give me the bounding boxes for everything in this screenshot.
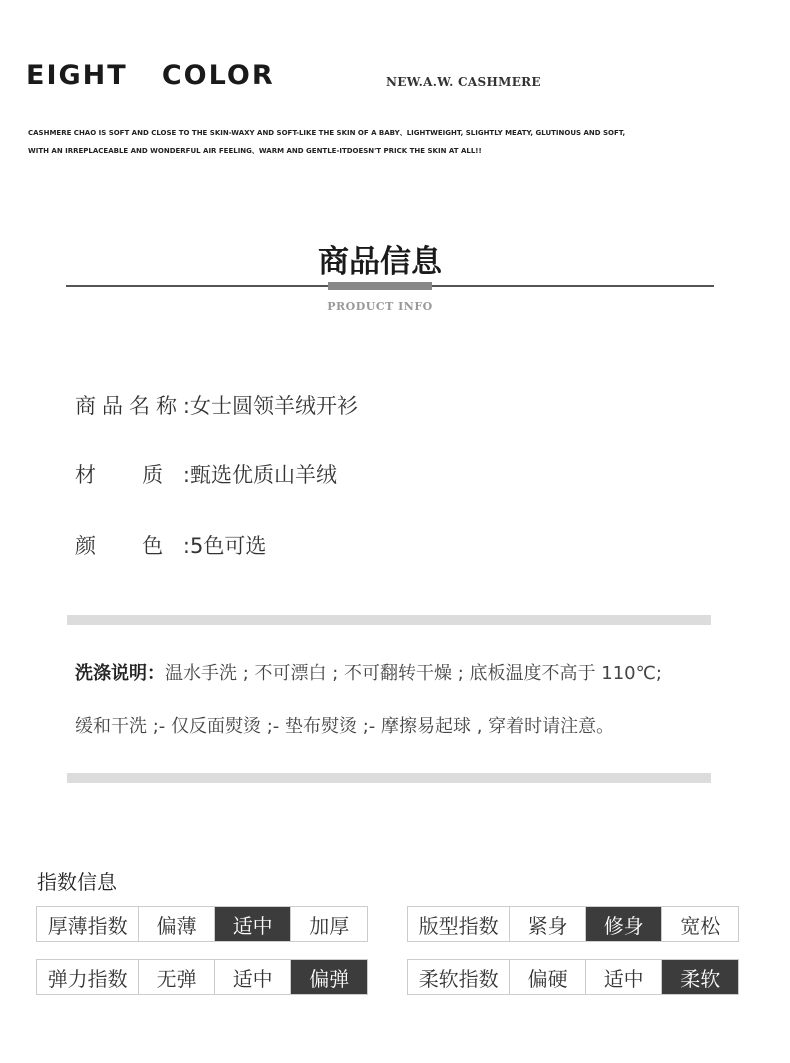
color-value: 5色可选 [190,534,267,558]
fit-index-label: 版型指数 [418,913,499,938]
softness-index-label: 柔软指数 [418,966,499,991]
section-subtitle: PRODUCT INFO [327,300,433,313]
material-label: 材 质: [75,463,190,487]
elasticity-option: 适中 [214,960,291,994]
softness-option: 柔软 [661,960,738,994]
elasticity-option: 无弹 [138,960,214,994]
fit-option: 宽松 [661,907,738,941]
thickness-option: 偏薄 [138,907,214,941]
thickness-index-label: 厚薄指数 [47,913,128,938]
softness-index-table [407,959,739,995]
elasticity-index-label: 弹力指数 [47,966,128,991]
tagline-line-2: WITH AN IRREPLACEABLE AND WONDERFUL AIR FEELING、WARM AND GENTLE-ITDOESN'T PRICK THE SKIN AT ALL!! [28,147,482,155]
product-name-label: 商品名称: [75,394,190,418]
softness-option: 适中 [585,960,662,994]
section-title: 商品信息 [318,244,442,280]
tagline-line-1: CASHMERE CHAO IS SOFT AND CLOSE TO THE SKIN-WAXY AND SOFT-LIKE THE SKIN OF A BABY、LIGHTWEIGHT, SLIGHTLY MEATY, GLUTINOUS AND SOFT, [28,129,626,137]
product-name-value: 女士圆领羊绒开衫 [190,394,358,418]
fit-option: 修身 [585,907,662,941]
brand-name: EIGHT COLOR [26,60,275,91]
softness-option: 偏硬 [509,960,585,994]
product-name-row [75,390,358,420]
fit-index-table [407,906,739,942]
sub-brand: NEW.A.W. CASHMERE [386,75,541,89]
elasticity-option: 偏弹 [290,960,367,994]
fit-option: 紧身 [509,907,585,941]
divider-bar-bottom [67,773,711,783]
washing-instructions-line-2: 缓和干洗 ;- 仅反面熨烫 ;- 垫布熨烫 ;- 摩擦易起球 , 穿着时请注意。 [75,716,615,737]
washing-instructions-line-1 [75,659,662,685]
thickness-index-table [36,906,368,942]
thickness-option: 加厚 [290,907,367,941]
washing-text-1: 温水手洗 ; 不可漂白 ; 不可翻转干燥 ; 底板温度不高于 110℃; [165,663,662,684]
title-divider-accent [328,282,432,290]
divider-bar-top [67,615,711,625]
thickness-option: 适中 [214,907,291,941]
color-label: 颜 色: [75,534,190,558]
index-title: 指数信息 [37,870,117,894]
elasticity-index-table [36,959,368,995]
material-row [75,459,337,489]
washing-label: 洗涤说明： [75,663,165,684]
color-row [75,530,266,560]
material-value: 甄选优质山羊绒 [190,463,337,487]
